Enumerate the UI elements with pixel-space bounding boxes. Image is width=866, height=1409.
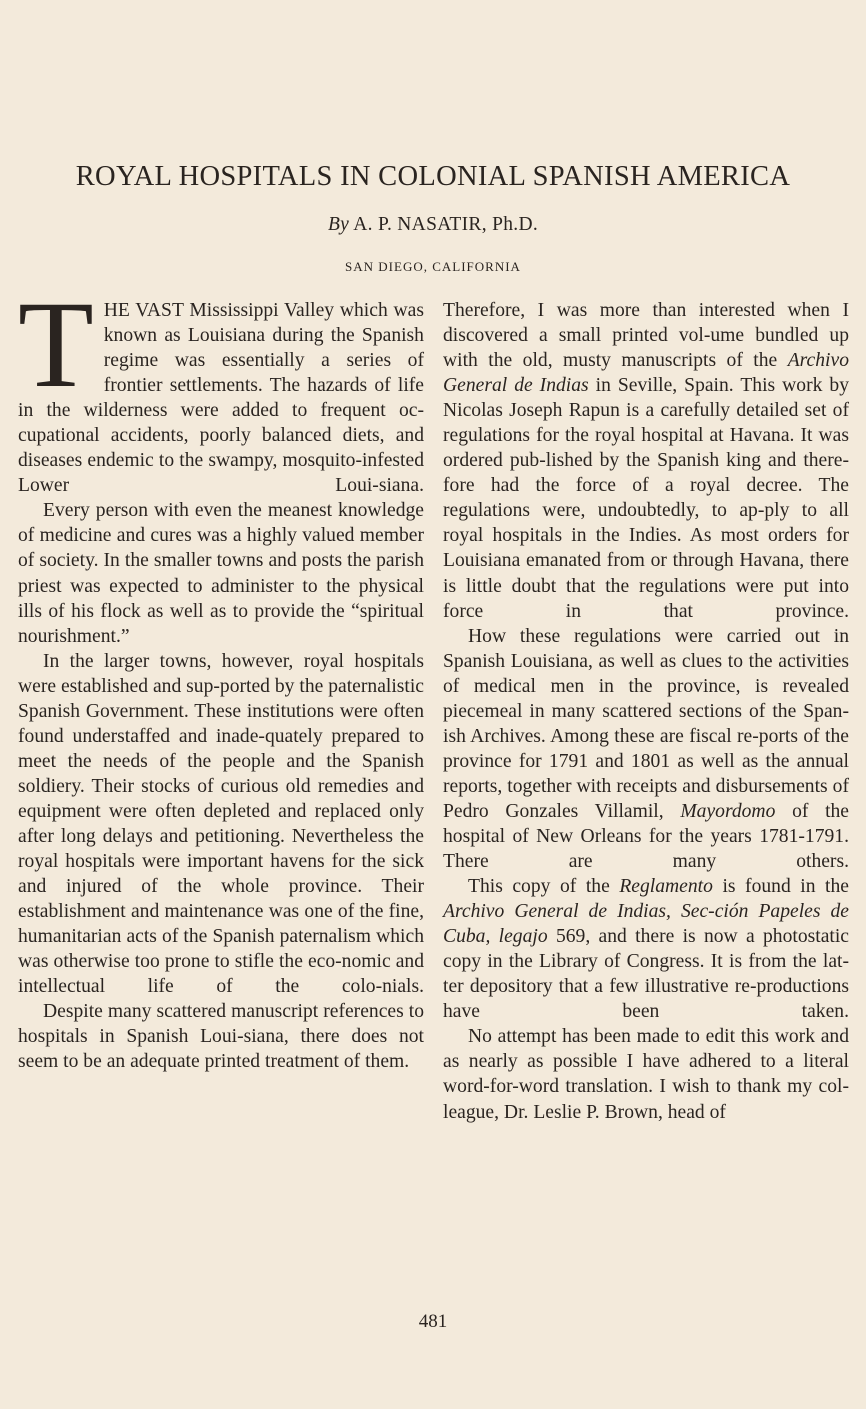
text-line: during the Spanish regime was bbox=[103, 325, 424, 372]
author-location: SAN DIEGO, CALIFORNIA bbox=[345, 259, 521, 274]
paragraph: Despite many scattered manuscript references to hospitals in Spanish Loui-siana, there does not seem to be an adequate printed treatment of them. bbox=[18, 1001, 424, 1073]
paragraph-text: in Seville, Spain. This work by Nicolas Joseph Rapun is a carefully detailed set of regulations for the royal hospital at Havana. It was ordered pub-lished by the Spanish king and there-fore had the force of a royal decree. The regulations were, undoubtedly, to ap-ply to all royal hospitals in the Indies. As most orders for Louisiana emanated from or through Havana, there is little doubt that the regulations were put into force in that province. bbox=[443, 375, 849, 622]
italic-text: Archivo General de Indias, Sec-ción Papeles de Cuba, legajo bbox=[443, 901, 849, 948]
paragraph: No attempt has been made to edit this work and as nearly as possible I have adhered to a literal word-for-word translation. I wish to thank my col-league, Dr. Leslie P. Brown, head of bbox=[443, 1026, 849, 1123]
text-line: HE VAST Mississippi Valley bbox=[103, 300, 335, 321]
paragraph-text: This copy of the bbox=[468, 876, 620, 898]
page-number: 481 bbox=[418, 1311, 448, 1332]
italic-text: Archivo General de Indias bbox=[443, 350, 849, 397]
byline-prefix: By bbox=[327, 214, 350, 235]
paragraph-text: How these regulations were carried out in Spanish Louisiana, as well as clues to the activities of medical men in the province, is revealed piecemeal in many scattered sections of the Span-ish Archives. Among these are fiscal re-ports of the province for 1791 and 1801 as well as the annual reports, together with receipts and disbursements of Pedro Gonzales Villamil, bbox=[443, 625, 849, 822]
paragraph-text: of the hospital of New Orleans for the years 1781-1791. There are many others. bbox=[443, 800, 850, 873]
paragraph bbox=[443, 874, 849, 1024]
right-column bbox=[443, 298, 849, 1125]
text-line: essentially a series of frontier bbox=[103, 350, 424, 397]
author-name: A. P. NASATIR, Ph.D. bbox=[353, 214, 539, 235]
paragraph bbox=[18, 276, 424, 498]
paragraph-text: settlements. The hazards of life in the wilderness were added to frequent oc-cupational accidents, poorly balanced diets, and diseases endemic to the swampy, mosquito-infested Lower Loui-siana. bbox=[18, 375, 424, 497]
byline bbox=[0, 214, 866, 236]
italic-text: Mayordomo bbox=[680, 800, 776, 822]
paragraph-text: is found in the bbox=[712, 876, 849, 898]
paragraph-text: Therefore, I was more than interested when I discovered a small printed vol-ume bundled up with the old, musty manuscripts of the bbox=[443, 300, 849, 372]
left-column bbox=[18, 276, 424, 1074]
paragraph: Every person with even the meanest knowledge of medicine and cures was a highly valued member of society. In the smaller towns and posts the parish priest was expected to administer to the physical ills of his flock as well as to provide the “spiritual nourishment.” bbox=[18, 500, 424, 647]
drop-cap: T bbox=[18, 276, 94, 413]
paragraph bbox=[443, 624, 849, 874]
italic-text: Reglamento bbox=[619, 876, 713, 898]
paragraph: In the larger towns, however, royal hospitals were established and sup-ported by the paternalistic Spanish Government. These institutions were often found understaffed and inade-quately prepared to meet the needs of the people and the Spanish soldiery. Their stocks of curious old remedies and equipment were often depleted and replaced only after long delays and petitioning. Nevertheless the royal hospitals were important havens for the sick and injured of the whole province. Their establishment and maintenance was one of the fine, humanitarian acts of the Spanish paternalism which was otherwise too prone to stifle the eco-nomic and intellectual life of the colo-nials. bbox=[18, 650, 424, 998]
paragraph bbox=[443, 298, 849, 624]
article-title: ROYAL HOSPITALS IN COLONIAL SPANISH AMERICA bbox=[75, 161, 791, 192]
paragraph-text: 569, and there is now a photostatic copy in the Library of Congress. It is from the lat-ter depository that a few illustrative re-productions have been taken. bbox=[443, 926, 849, 1023]
text-line: which was known as Louisiana bbox=[103, 300, 424, 347]
